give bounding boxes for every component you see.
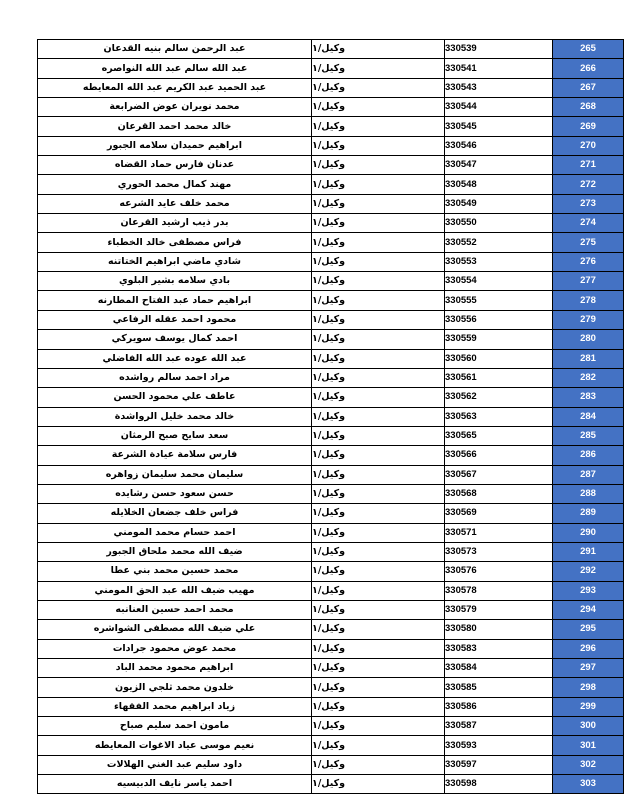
table-row: [38, 194, 624, 213]
table-row: [38, 697, 624, 716]
serial-number-cell: 272: [553, 175, 624, 194]
name-cell: محمود احمد عقله الرفاعي: [38, 310, 312, 329]
rank-cell: وكيل/١: [312, 581, 445, 600]
rank-cell: وكيل/١: [312, 349, 445, 368]
id-number-cell: 330554: [445, 272, 553, 291]
name-cell: زياد ابراهيم محمد الفقهاء: [38, 697, 312, 716]
table-row: [38, 659, 624, 678]
id-number-cell: 330586: [445, 697, 553, 716]
id-number-cell: 330560: [445, 349, 553, 368]
name-cell: عدنان فارس حماد القضاه: [38, 156, 312, 175]
table-row: [38, 465, 624, 484]
rank-cell: وكيل/١: [312, 175, 445, 194]
serial-number-cell: 283: [553, 388, 624, 407]
table-row: [38, 136, 624, 155]
table-row: [38, 542, 624, 561]
rank-cell: وكيل/١: [312, 40, 445, 59]
rank-cell: وكيل/١: [312, 426, 445, 445]
id-number-cell: 330579: [445, 600, 553, 619]
rank-cell: وكيل/١: [312, 214, 445, 233]
table-row: [38, 562, 624, 581]
name-cell: شادي ماضي ابراهيم الختاتنه: [38, 252, 312, 271]
name-cell: احمد ياسر نايف الدبيسيه: [38, 775, 312, 794]
serial-number-cell: 282: [553, 368, 624, 387]
rank-cell: وكيل/١: [312, 755, 445, 774]
name-cell: ابراهيم حماد عبد الفتاح المطارنه: [38, 291, 312, 310]
serial-number-cell: 290: [553, 523, 624, 542]
rank-cell: وكيل/١: [312, 775, 445, 794]
id-number-cell: 330583: [445, 639, 553, 658]
table-row: [38, 775, 624, 794]
id-number-cell: 330553: [445, 252, 553, 271]
id-number-cell: 330573: [445, 542, 553, 561]
name-cell: فارس سلامة عيادة الشرعة: [38, 446, 312, 465]
rank-cell: وكيل/١: [312, 542, 445, 561]
serial-number-cell: 275: [553, 233, 624, 252]
name-cell: عبد الحميد عبد الكريم عبد الله المعايطه: [38, 78, 312, 97]
id-number-cell: 330576: [445, 562, 553, 581]
id-number-cell: 330569: [445, 504, 553, 523]
table-row: [38, 252, 624, 271]
id-number-cell: 330548: [445, 175, 553, 194]
serial-number-cell: 280: [553, 330, 624, 349]
table-row: [38, 523, 624, 542]
serial-number-cell: 296: [553, 639, 624, 658]
serial-number-cell: 270: [553, 136, 624, 155]
rank-cell: وكيل/١: [312, 639, 445, 658]
name-cell: محمد احمد حسين العنانبه: [38, 600, 312, 619]
name-cell: عبد الله عوده عبد الله الفاضلي: [38, 349, 312, 368]
serial-number-cell: 268: [553, 98, 624, 117]
name-cell: محمد عوض محمود جرادات: [38, 639, 312, 658]
table-row: [38, 388, 624, 407]
serial-number-cell: 292: [553, 562, 624, 581]
table-row: [38, 484, 624, 503]
name-cell: مامون احمد سليم صباح: [38, 717, 312, 736]
id-number-cell: 330593: [445, 736, 553, 755]
serial-number-cell: 300: [553, 717, 624, 736]
table-row: [38, 233, 624, 252]
serial-number-cell: 289: [553, 504, 624, 523]
id-number-cell: 330539: [445, 40, 553, 59]
rank-cell: وكيل/١: [312, 620, 445, 639]
rank-cell: وكيل/١: [312, 562, 445, 581]
table-row: [38, 330, 624, 349]
table-row: [38, 639, 624, 658]
rank-cell: وكيل/١: [312, 697, 445, 716]
table-row: [38, 78, 624, 97]
name-cell: علي ضيف الله مصطفى الشواشره: [38, 620, 312, 639]
table-row: [38, 678, 624, 697]
serial-number-cell: 284: [553, 407, 624, 426]
name-cell: عبد الرحمن سالم بنيه القدعان: [38, 40, 312, 59]
rank-cell: وكيل/١: [312, 272, 445, 291]
id-number-cell: 330541: [445, 59, 553, 78]
serial-number-cell: 285: [553, 426, 624, 445]
rank-cell: وكيل/١: [312, 291, 445, 310]
table-row: [38, 156, 624, 175]
id-number-cell: 330552: [445, 233, 553, 252]
rank-cell: وكيل/١: [312, 678, 445, 697]
table-row: [38, 59, 624, 78]
name-cell: خلدون محمد ثلجي الزيون: [38, 678, 312, 697]
id-number-cell: 330549: [445, 194, 553, 213]
name-cell: ابراهيم محمود محمد الباد: [38, 659, 312, 678]
table-row: [38, 214, 624, 233]
serial-number-cell: 266: [553, 59, 624, 78]
name-cell: مراد احمد سالم رواشده: [38, 368, 312, 387]
name-cell: سعد سايح صبح الرمثان: [38, 426, 312, 445]
serial-number-cell: 273: [553, 194, 624, 213]
table-row: [38, 98, 624, 117]
serial-number-cell: 286: [553, 446, 624, 465]
id-number-cell: 330568: [445, 484, 553, 503]
name-cell: بدر ذيب ارشيد القرعان: [38, 214, 312, 233]
serial-number-cell: 302: [553, 755, 624, 774]
rank-cell: وكيل/١: [312, 98, 445, 117]
serial-number-cell: 276: [553, 252, 624, 271]
table-row: [38, 717, 624, 736]
id-number-cell: 330544: [445, 98, 553, 117]
id-number-cell: 330547: [445, 156, 553, 175]
name-cell: خالد محمد خليل الرواشدة: [38, 407, 312, 426]
table-row: [38, 291, 624, 310]
rank-cell: وكيل/١: [312, 407, 445, 426]
serial-number-cell: 277: [553, 272, 624, 291]
name-cell: عبد الله سالم عبد الله النواصره: [38, 59, 312, 78]
id-number-cell: 330543: [445, 78, 553, 97]
rank-cell: وكيل/١: [312, 465, 445, 484]
serial-number-cell: 303: [553, 775, 624, 794]
name-cell: حسن سعود حسن رشايده: [38, 484, 312, 503]
table-row: [38, 310, 624, 329]
name-cell: فراس خلف جضعان الخلايله: [38, 504, 312, 523]
serial-number-cell: 288: [553, 484, 624, 503]
serial-number-cell: 287: [553, 465, 624, 484]
id-number-cell: 330597: [445, 755, 553, 774]
id-number-cell: 330566: [445, 446, 553, 465]
name-cell: محمد حسين محمد بني عطا: [38, 562, 312, 581]
name-cell: بادي سلامه بشير البلوي: [38, 272, 312, 291]
serial-number-cell: 267: [553, 78, 624, 97]
serial-number-cell: 301: [553, 736, 624, 755]
rank-cell: وكيل/١: [312, 330, 445, 349]
table-row: [38, 504, 624, 523]
table-row: [38, 117, 624, 136]
serial-number-cell: 281: [553, 349, 624, 368]
serial-number-cell: 274: [553, 214, 624, 233]
table-row: [38, 175, 624, 194]
rank-cell: وكيل/١: [312, 659, 445, 678]
name-cell: احمد حسام محمد المومني: [38, 523, 312, 542]
serial-number-cell: 298: [553, 678, 624, 697]
rank-cell: وكيل/١: [312, 78, 445, 97]
rank-cell: وكيل/١: [312, 736, 445, 755]
table-row: [38, 349, 624, 368]
serial-number-cell: 291: [553, 542, 624, 561]
name-cell: نعيم موسى عياد الاغوات المعايطه: [38, 736, 312, 755]
table-row: [38, 755, 624, 774]
roster-rows: [38, 40, 624, 794]
serial-number-cell: 299: [553, 697, 624, 716]
id-number-cell: 330580: [445, 620, 553, 639]
name-cell: احمد كمال يوسف سويركي: [38, 330, 312, 349]
id-number-cell: 330584: [445, 659, 553, 678]
table-row: [38, 581, 624, 600]
name-cell: مهند كمال محمد الحوري: [38, 175, 312, 194]
name-cell: محمد نويران عوض الضرابعة: [38, 98, 312, 117]
rank-cell: وكيل/١: [312, 117, 445, 136]
id-number-cell: 330571: [445, 523, 553, 542]
rank-cell: وكيل/١: [312, 484, 445, 503]
table-row: [38, 407, 624, 426]
id-number-cell: 330561: [445, 368, 553, 387]
serial-number-cell: 295: [553, 620, 624, 639]
rank-cell: وكيل/١: [312, 717, 445, 736]
serial-number-cell: 297: [553, 659, 624, 678]
id-number-cell: 330562: [445, 388, 553, 407]
rank-cell: وكيل/١: [312, 156, 445, 175]
id-number-cell: 330598: [445, 775, 553, 794]
rank-cell: وكيل/١: [312, 252, 445, 271]
id-number-cell: 330567: [445, 465, 553, 484]
name-cell: ابراهيم حميدان سلامه الجبور: [38, 136, 312, 155]
id-number-cell: 330555: [445, 291, 553, 310]
name-cell: عاطف علي محمود الحسن: [38, 388, 312, 407]
rank-cell: وكيل/١: [312, 600, 445, 619]
rank-cell: وكيل/١: [312, 388, 445, 407]
name-cell: سليمان محمد سليمان زواهره: [38, 465, 312, 484]
table-row: [38, 368, 624, 387]
roster-table: [37, 39, 624, 794]
id-number-cell: 330545: [445, 117, 553, 136]
rank-cell: وكيل/١: [312, 523, 445, 542]
table-row: [38, 620, 624, 639]
name-cell: ضيف الله محمد ملحاق الجبور: [38, 542, 312, 561]
name-cell: فراس مصطفى خالد الخطباء: [38, 233, 312, 252]
name-cell: خالد محمد احمد القرعان: [38, 117, 312, 136]
rank-cell: وكيل/١: [312, 446, 445, 465]
id-number-cell: 330587: [445, 717, 553, 736]
serial-number-cell: 279: [553, 310, 624, 329]
serial-number-cell: 278: [553, 291, 624, 310]
rank-cell: وكيل/١: [312, 504, 445, 523]
serial-number-cell: 269: [553, 117, 624, 136]
serial-number-cell: 294: [553, 600, 624, 619]
table-row: [38, 736, 624, 755]
id-number-cell: 330578: [445, 581, 553, 600]
table-row: [38, 426, 624, 445]
id-number-cell: 330559: [445, 330, 553, 349]
rank-cell: وكيل/١: [312, 59, 445, 78]
rank-cell: وكيل/١: [312, 310, 445, 329]
rank-cell: وكيل/١: [312, 233, 445, 252]
serial-number-cell: 271: [553, 156, 624, 175]
id-number-cell: 330550: [445, 214, 553, 233]
id-number-cell: 330565: [445, 426, 553, 445]
rank-cell: وكيل/١: [312, 136, 445, 155]
serial-number-cell: 265: [553, 40, 624, 59]
name-cell: محمد خلف عايد الشرعه: [38, 194, 312, 213]
name-cell: مهيب ضيف الله عبد الحق المومني: [38, 581, 312, 600]
serial-number-cell: 293: [553, 581, 624, 600]
id-number-cell: 330546: [445, 136, 553, 155]
rank-cell: وكيل/١: [312, 368, 445, 387]
table-row: [38, 600, 624, 619]
id-number-cell: 330585: [445, 678, 553, 697]
name-cell: داود سليم عبد الغني الهلالات: [38, 755, 312, 774]
rank-cell: وكيل/١: [312, 194, 445, 213]
table-row: [38, 446, 624, 465]
id-number-cell: 330563: [445, 407, 553, 426]
id-number-cell: 330556: [445, 310, 553, 329]
table-row: [38, 272, 624, 291]
table-row: [38, 40, 624, 59]
